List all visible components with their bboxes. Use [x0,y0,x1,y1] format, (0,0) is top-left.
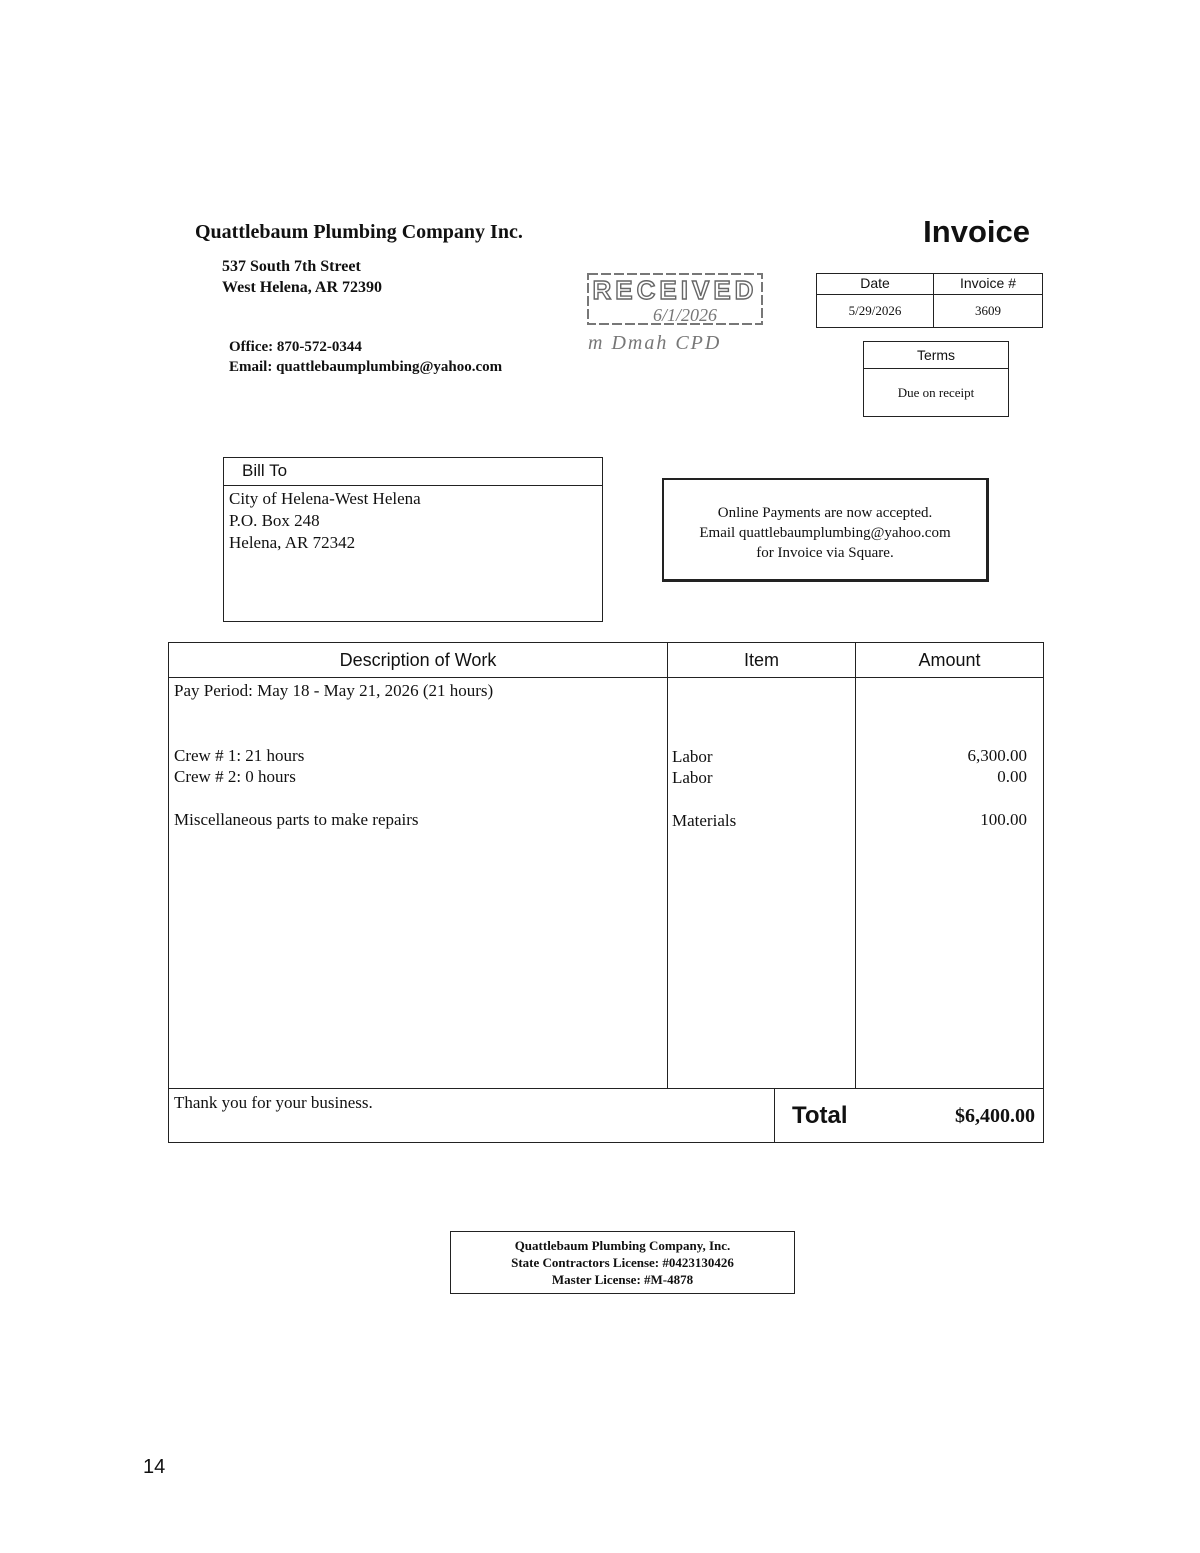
svg-text:RECEIVED: RECEIVED [592,275,758,305]
row-3-description: Miscellaneous parts to make repairs [174,810,419,829]
bill-to-line-1: City of Helena-West Helena [229,489,421,508]
row-1-item: Labor [672,747,713,766]
received-stamp [585,271,765,327]
footer-contractor-license: State Contractors License: #0423130426 [511,1255,734,1270]
company-office-phone: Office: 870-572-0344 [229,339,362,355]
company-address-line2: West Helena, AR 72390 [222,279,382,296]
bill-to-line-3: Helena, AR 72342 [229,533,356,552]
total-cell-divider [774,1088,775,1142]
row-3-item: Materials [672,811,737,830]
company-address-line1: 537 South 7th Street [222,258,361,275]
bill-to-divider [224,485,602,486]
date-label: Date [860,275,890,291]
item-header: Item [743,650,779,670]
notice-line-2: Email quattlebaumplumbing@yahoo.com [699,525,951,541]
total-amount: $6,400.00 [955,1105,1035,1127]
company-name: Quattlebaum Plumbing Company Inc. [195,221,523,243]
row-2-description: Crew # 2: 0 hours [174,767,296,786]
stamp-handwritten-note: m Dmah CPD [588,332,722,354]
terms-divider [864,368,1008,369]
row-1-amount: 6,300.00 [967,746,1027,765]
row-2-amount: 0.00 [997,767,1027,786]
bill-to-box [223,457,603,622]
row-3-amount: 100.00 [980,810,1027,829]
online-payments-notice [662,478,989,582]
invoice-date: 5/29/2026 [848,303,902,318]
total-label: Total [792,1102,848,1129]
notice-line-3: for Invoice via Square. [756,545,894,561]
total-row-divider [169,1088,1043,1089]
notice-line-1: Online Payments are now accepted. [717,505,933,521]
terms-value: Due on receipt [897,385,975,400]
row-1-description: Crew # 1: 21 hours [174,746,305,765]
svg-text:6/1/2026: 6/1/2026 [652,305,718,325]
footer-company: Quattlebaum Plumbing Company, Inc. [514,1238,731,1253]
terms-box [863,341,1009,417]
line-items-table [168,642,1044,1143]
row-2-item: Labor [672,768,713,787]
amount-column-divider [855,643,856,1088]
pay-period: Pay Period: May 18 - May 21, 2026 (21 hours) [174,681,494,700]
description-header: Description of Work [339,650,497,670]
amount-header: Amount [918,650,981,670]
date-invoice-divider [817,294,1042,295]
date-invoice-box [816,273,1043,328]
invoice-number: 3609 [975,303,1001,318]
invoice-number-label: Invoice # [959,275,1017,291]
license-footer-box [450,1231,795,1294]
footer-master-license: Master License: #M-4878 [551,1272,694,1287]
bill-to-line-2: P.O. Box 248 [229,511,320,530]
item-column-divider [667,643,668,1088]
company-email: Email: quattlebaumplumbing@yahoo.com [229,359,503,375]
invoice-title: Invoice [923,214,1030,249]
thank-you-note: Thank you for your business. [174,1093,373,1112]
page-number: 14 [143,1456,166,1478]
table-header-divider [169,677,1043,678]
bill-to-label: Bill To [242,461,288,480]
terms-label: Terms [916,347,956,363]
